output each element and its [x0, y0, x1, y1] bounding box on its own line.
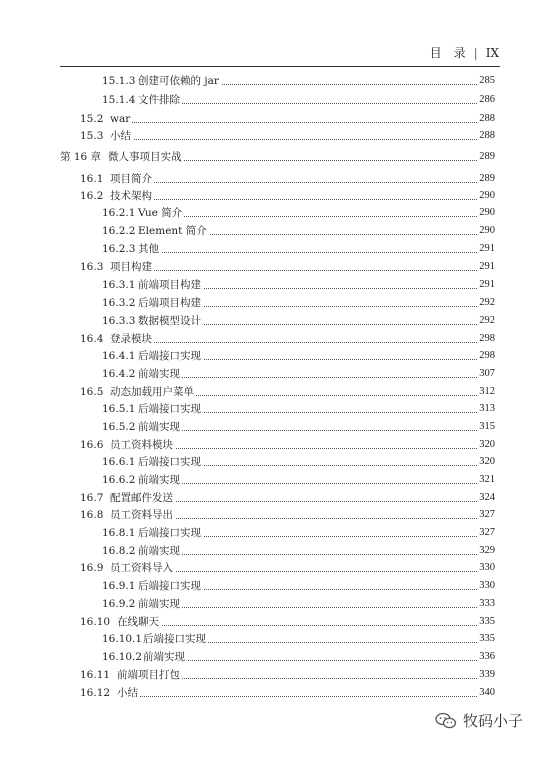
toc-entry: [0, 472, 545, 488]
toc-entry-number: 16.5.2: [102, 421, 136, 433]
toc-entry: [0, 149, 545, 165]
toc-leader-dots: [138, 377, 477, 378]
toc-entry-title: 员工资料模块: [110, 439, 173, 451]
toc-entry: [0, 649, 545, 665]
watermark-text: 牧码小子: [462, 712, 523, 730]
toc-entry-number: 16.4.2: [102, 368, 136, 380]
toc-entry-title: 后端接口实现: [138, 456, 201, 468]
toc-entry-number: 16.7: [80, 492, 104, 504]
toc-entry: [0, 596, 545, 612]
toc-entry-title: 员工资料导出: [110, 509, 173, 521]
toc-entry-page: 327: [477, 525, 495, 541]
toc-entry-number: 16.5.1: [102, 403, 136, 415]
toc-leader-dots: [138, 483, 477, 484]
toc-entry-number: 16.2.2: [102, 225, 136, 237]
toc-entry-page: 298: [477, 348, 495, 364]
toc-entry: [0, 419, 545, 435]
toc-entry: [0, 685, 545, 701]
toc-leader-dots: [117, 696, 477, 697]
toc-entry: [0, 111, 545, 127]
toc-entry-page: 330: [477, 578, 495, 594]
toc-entry-page: 315: [477, 419, 495, 435]
toc-entry-number: 16.2.3: [102, 243, 136, 255]
toc-entry-page: 320: [477, 454, 495, 470]
toc-entry: [0, 92, 545, 108]
toc-entry-title: 后端接口实现: [138, 527, 201, 539]
toc-entry-number: 16.6.1: [102, 456, 136, 468]
toc-entry-number: 15.2: [80, 113, 104, 125]
watermark: [435, 710, 523, 731]
toc-entry-number: 15.1.3: [102, 75, 136, 87]
toc-entry-page: 289: [477, 149, 495, 165]
toc-entry-number: 16.3: [80, 261, 104, 273]
toc-entry-number: 16.6: [80, 439, 104, 451]
toc-entry-number: 16.1: [80, 173, 104, 185]
toc-entry: [0, 490, 545, 506]
toc-entry-title: 前端实现: [138, 368, 180, 380]
toc-entry: [0, 188, 545, 204]
toc-entry-number: 16.3.1: [102, 279, 136, 291]
toc-entry-number: 16.4.1: [102, 350, 136, 362]
toc-entry-title: 项目简介: [110, 173, 152, 185]
toc-entry: [0, 171, 545, 187]
toc-entry-number: 16.8: [80, 509, 104, 521]
toc-entry-title: 在线聊天: [117, 616, 159, 628]
toc-entry-title: 登录模块: [110, 333, 152, 345]
toc-entry-number: 16.5: [80, 386, 104, 398]
toc-entry-page: 313: [477, 401, 495, 417]
toc-entry: [0, 401, 545, 417]
toc-entry-page: 285: [477, 73, 495, 89]
toc-entry-title: 前端实现: [138, 598, 180, 610]
toc-entry-page: 339: [477, 667, 495, 683]
toc-entry: [0, 525, 545, 541]
toc-entry-number: 16.10.2: [102, 651, 143, 663]
toc-entry-page: 340: [477, 685, 495, 701]
toc-entry: [0, 295, 545, 311]
toc-entry-number: 16.10: [80, 616, 111, 628]
toc-entry: [0, 454, 545, 470]
running-header: [430, 44, 499, 61]
toc-entry-page: 291: [477, 277, 495, 293]
toc-entry-title: 前端实现: [138, 421, 180, 433]
toc-entry-title: 微人事项目实战: [108, 151, 182, 163]
toc-entry: [0, 507, 545, 523]
toc-entry-title: Element 简介: [138, 225, 207, 237]
toc-entry: [0, 128, 545, 144]
toc-entry-number: 16.8.2: [102, 545, 136, 557]
toc-entry: [0, 259, 545, 275]
toc-entry-page: 335: [477, 631, 495, 647]
toc-entry: [0, 543, 545, 559]
toc-leader-dots: [110, 199, 477, 200]
toc-entry-page: 288: [477, 128, 495, 144]
toc-leader-dots: [138, 430, 477, 431]
toc-leader-dots: [117, 625, 477, 626]
toc-entry-number: 16.2.1: [102, 207, 136, 219]
toc-entry-number: 16.6.2: [102, 474, 136, 486]
toc-entry-page: 312: [477, 384, 495, 400]
toc-entry-page: 324: [477, 490, 495, 506]
toc-entry-page: 335: [477, 614, 495, 630]
toc-leader-dots: [110, 122, 477, 123]
toc-entry-title: 前端项目打包: [117, 669, 180, 681]
toc-entry-number: 16.10.1: [102, 633, 143, 645]
toc-entry-title: 后端接口实现: [138, 403, 201, 415]
toc-entry-number: 15.1.4: [102, 94, 136, 106]
toc-entry-title: 小结: [110, 130, 131, 142]
toc-entry-title: 前端项目构建: [138, 279, 201, 291]
toc-entry: [0, 366, 545, 382]
toc-entry-page: 292: [477, 313, 495, 329]
toc-entry-number: 16.4: [80, 333, 104, 345]
toc-entry-title: 后端接口实现: [138, 580, 201, 592]
toc-leader-dots: [110, 182, 477, 183]
toc-entry-number: 16.8.1: [102, 527, 136, 539]
toc-entry-page: 290: [477, 188, 495, 204]
toc-entry: [0, 223, 545, 239]
toc-entry-page: 298: [477, 331, 495, 347]
toc-entry-page: 286: [477, 92, 495, 108]
toc-entry-number: 16.3.2: [102, 297, 136, 309]
toc-entry-title: 前端实现: [143, 651, 185, 663]
toc-entry-page: 289: [477, 171, 495, 187]
toc-entry-page: 321: [477, 472, 495, 488]
toc-entry-title: 小结: [117, 687, 138, 699]
toc-entry: [0, 331, 545, 347]
toc-entry: [0, 578, 545, 594]
toc-entry-number: 第 16 章: [60, 151, 102, 163]
toc-entry-number: 16.9.1: [102, 580, 136, 592]
toc-entry-number: 16.12: [80, 687, 111, 699]
toc-entry-page: 330: [477, 560, 495, 576]
toc-entry-title: 创建可依赖的 jar: [138, 75, 219, 87]
header-page-number: IX: [485, 45, 499, 60]
toc-leader-dots: [138, 216, 477, 217]
toc-entry-page: 291: [477, 259, 495, 275]
toc-entry-number: 16.9: [80, 562, 104, 574]
toc-leader-dots: [138, 252, 477, 253]
toc-entry-page: 290: [477, 205, 495, 221]
toc-entry-number: 15.3: [80, 130, 104, 142]
toc-leader-dots: [110, 342, 477, 343]
toc-entry-page: 327: [477, 507, 495, 523]
toc-entry-number: 16.3.3: [102, 315, 136, 327]
toc-entry-title: 数据模型设计: [138, 315, 201, 327]
header-divider: |: [473, 45, 478, 60]
toc-leader-dots: [138, 607, 477, 608]
toc-leader-dots: [138, 554, 477, 555]
toc-entry-title: 后端接口实现: [138, 350, 201, 362]
toc-entry-title: 文件排除: [138, 94, 180, 106]
toc-entry: [0, 313, 545, 329]
toc-entry-title: 配置邮件发送: [110, 492, 173, 504]
toc-entry-title: Vue 简介: [138, 207, 183, 219]
toc-entry: [0, 277, 545, 293]
header-rule: [60, 66, 500, 67]
toc-entry: [0, 348, 545, 364]
toc-entry-page: 336: [477, 649, 495, 665]
header-section-title: 目 录: [429, 46, 466, 60]
toc-entry-number: 16.9.2: [102, 598, 136, 610]
toc-entry-page: 307: [477, 366, 495, 382]
toc-leader-dots: [110, 270, 477, 271]
toc-entry-title: 动态加载用户菜单: [110, 386, 194, 398]
toc-entry: [0, 560, 545, 576]
toc-leader-dots: [138, 103, 477, 104]
toc-entry-title: 后端接口实现: [143, 633, 206, 645]
toc-entry-title: war: [110, 113, 131, 125]
toc-entry-number: 16.11: [80, 669, 111, 681]
toc-entry: [0, 384, 545, 400]
toc-entry-page: 329: [477, 543, 495, 559]
toc-entry: [0, 667, 545, 683]
toc-entry-title: 其他: [138, 243, 159, 255]
toc-entry: [0, 73, 545, 89]
toc-entry: [0, 205, 545, 221]
toc-entry-page: 320: [477, 437, 495, 453]
toc-leader-dots: [110, 139, 477, 140]
toc-entry-page: 290: [477, 223, 495, 239]
toc-entry-page: 292: [477, 295, 495, 311]
toc-entry-title: 项目构建: [110, 261, 152, 273]
toc-entry: [0, 437, 545, 453]
toc-entry: [0, 241, 545, 257]
toc-entry-page: 288: [477, 111, 495, 127]
toc-entry-title: 前端实现: [138, 545, 180, 557]
toc-entry-title: 技术架构: [110, 190, 152, 202]
toc-entry-title: 后端项目构建: [138, 297, 201, 309]
toc-entry-number: 16.2: [80, 190, 104, 202]
toc-entry-title: 前端实现: [138, 474, 180, 486]
toc-entry-page: 333: [477, 596, 495, 612]
toc-entry: [0, 631, 545, 647]
toc-entry: [0, 614, 545, 630]
toc-entry-page: 291: [477, 241, 495, 257]
toc-leader-dots: [143, 660, 477, 661]
toc-entry-title: 员工资料导入: [110, 562, 173, 574]
wechat-icon: [435, 712, 457, 730]
